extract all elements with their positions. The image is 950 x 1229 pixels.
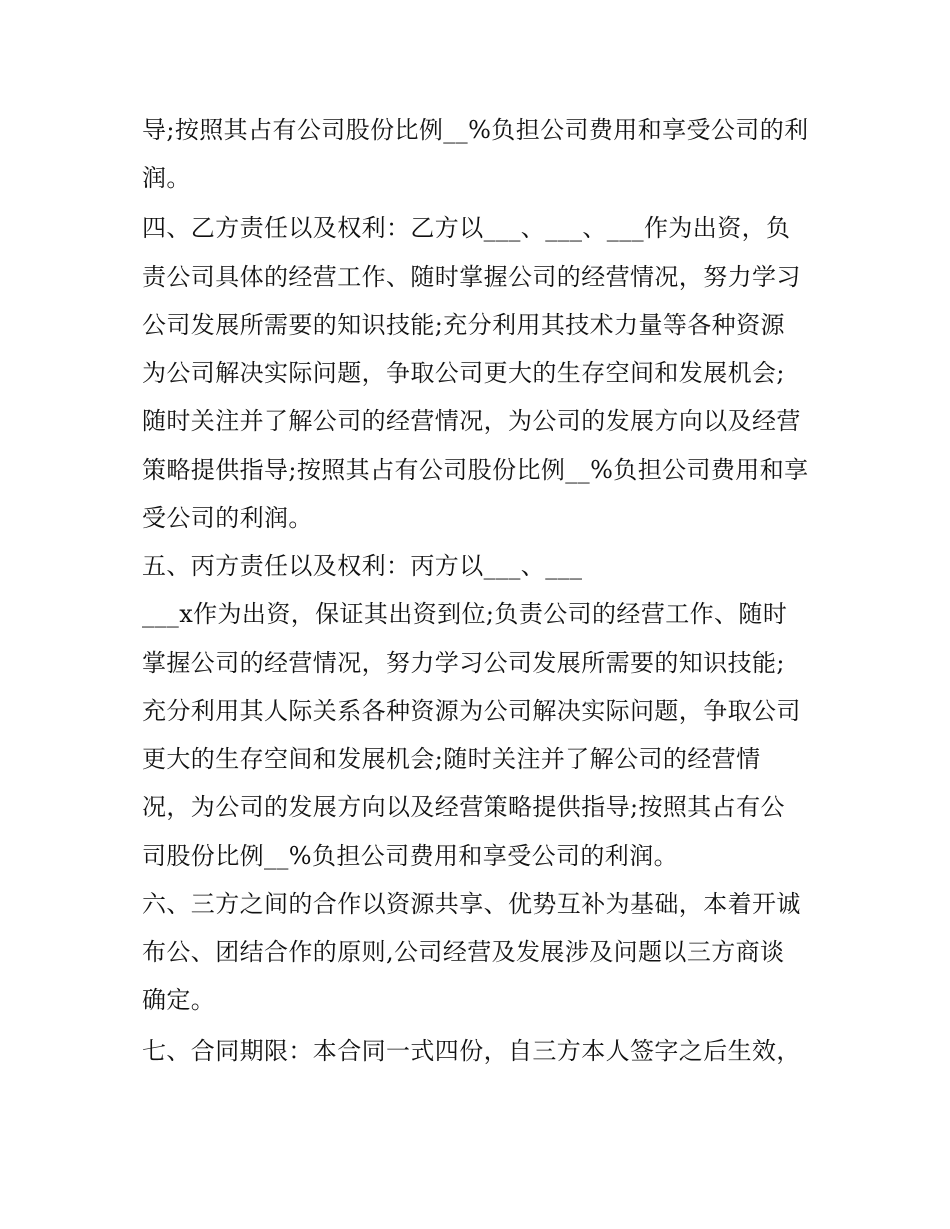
text-line: 掌握公司的经营情况，努力学习公司发展所需要的知识技能;: [142, 649, 785, 677]
text-line: 确定。: [142, 986, 216, 1014]
text-line: 公司发展所需要的知识技能;充分利用其技术力量等各种资源: [142, 311, 785, 339]
text-line: 司股份比例__%负担公司费用和享受公司的利润。: [142, 842, 679, 870]
text-line: 润。: [142, 164, 191, 192]
text-line: 受公司的利润。: [142, 504, 313, 532]
text-line: ___x作为出资，保证其出资到位;负责公司的经营工作、随时: [142, 600, 788, 628]
text-line: 四、乙方责任以及权利：乙方以___、___、___作为出资，负: [142, 214, 791, 242]
text-line: 责公司具体的经营工作、随时掌握公司的经营情况，努力学习: [142, 263, 801, 291]
text-line: 五、丙方责任以及权利：丙方以___、___: [142, 552, 583, 580]
text-line: 况，为公司的发展方向以及经营策略提供指导;按照其占有公: [142, 793, 785, 821]
text-line: 导;按照其占有公司股份比例__%负担公司费用和享受公司的利: [142, 116, 809, 144]
text-line: 更大的生存空间和发展机会;随时关注并了解公司的经营情: [142, 745, 761, 773]
text-line: 六、三方之间的合作以资源共享、优势互补为基础，本着开诚: [142, 890, 801, 918]
text-line: 随时关注并了解公司的经营情况，为公司的发展方向以及经营: [142, 407, 801, 435]
text-line: 为公司解决实际问题，争取公司更大的生存空间和发展机会;: [142, 359, 785, 387]
text-line: 策略提供指导;按照其占有公司股份比例__%负担公司费用和享: [142, 456, 809, 484]
text-line: 布公、团结合作的原则,公司经营及发展涉及问题以三方商谈: [142, 938, 785, 966]
text-line: 七、合同期限：本合同一式四份，自三方本人签字之后生效，: [142, 1037, 801, 1065]
text-line: 充分利用其人际关系各种资源为公司解决实际问题，争取公司: [142, 697, 801, 725]
